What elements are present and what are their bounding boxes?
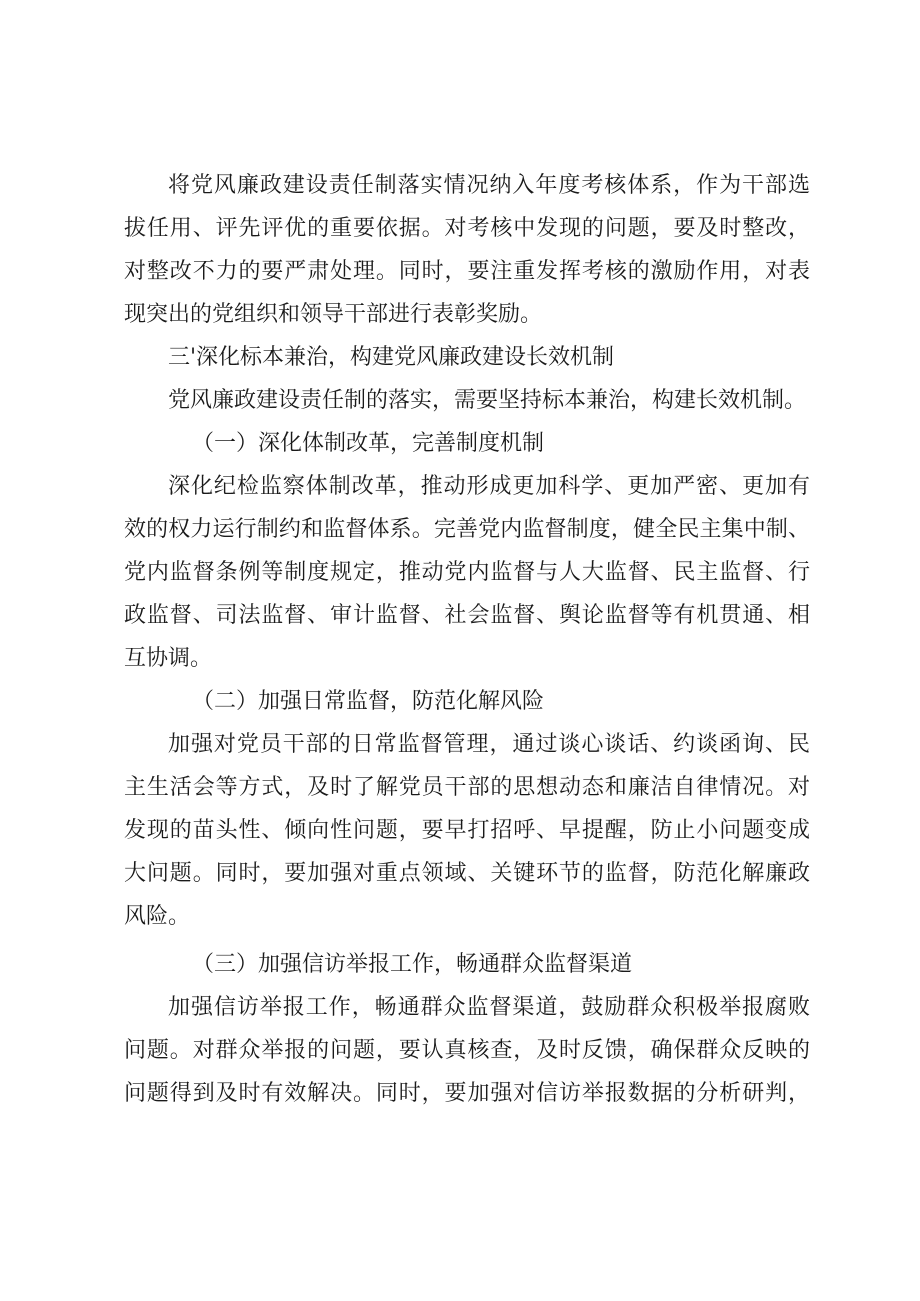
paragraph-line: 加强信访举报工作，畅通群众监督渠道，鼓励群众积极举报腐败: [168, 995, 810, 1020]
paragraph-line: 问题得到及时有效解决。同时，要加强对信访举报数据的分析研判，: [124, 1081, 810, 1106]
paragraph-line: 深化纪检监察体制改革，推动形成更加科学、更加严密、更加有: [168, 474, 810, 499]
paragraph-line: 政监督、司法监督、审计监督、社会监督、舆论监督等有机贯通、相: [124, 603, 810, 628]
paragraph-line: 主生活会等方式，及时了解党员干部的思想动态和廉洁自律情况。对: [124, 775, 810, 800]
subsection-heading: （一）深化体制改革，完善制度机制: [192, 431, 545, 456]
subsection-heading: （二）加强日常监督，防范化解风险: [192, 689, 545, 714]
subsection-heading: （三）加强信访举报工作，畅通群众监督渠道: [192, 952, 633, 977]
paragraph-line: 效的权力运行制约和监督体系。完善党内监督制度，健全民主集中制、: [124, 517, 810, 542]
paragraph-line: 现突出的党组织和领导干部进行表彰奖励。: [124, 302, 543, 327]
paragraph-line: 拔任用、评先评优的重要依据。对考核中发现的问题，要及时整改，: [124, 216, 810, 241]
paragraph-line: 发现的苗头性、倾向性问题，要早打招呼、早提醒，防止小问题变成: [124, 818, 810, 843]
paragraph-line: 加强对党员干部的日常监督管理，通过谈心谈话、约谈函询、民: [168, 732, 810, 757]
paragraph-line: 问题。对群众举报的问题，要认真核查，及时反馈，确保群众反映的: [124, 1038, 810, 1063]
paragraph-line: 互协调。: [124, 646, 213, 671]
paragraph-line: 大问题。同时，要加强对重点领域、关键环节的监督，防范化解廉政: [124, 861, 810, 886]
paragraph-line: 将党风廉政建设责任制落实情况纳入年度考核体系，作为干部选: [168, 173, 810, 198]
paragraph-line: 对整改不力的要严肃处理。同时，要注重发挥考核的激励作用，对表: [124, 259, 810, 284]
paragraph-line: 风险。: [124, 904, 191, 929]
section-heading: 三'深化标本兼治，构建党风廉政建设长效机制: [168, 345, 615, 370]
paragraph-line: 党风廉政建设责任制的落实，需要坚持标本兼治，构建长效机制。: [168, 388, 807, 413]
paragraph-line: 党内监督条例等制度规定，推动党内监督与人大监督、民主监督、行: [124, 560, 810, 585]
